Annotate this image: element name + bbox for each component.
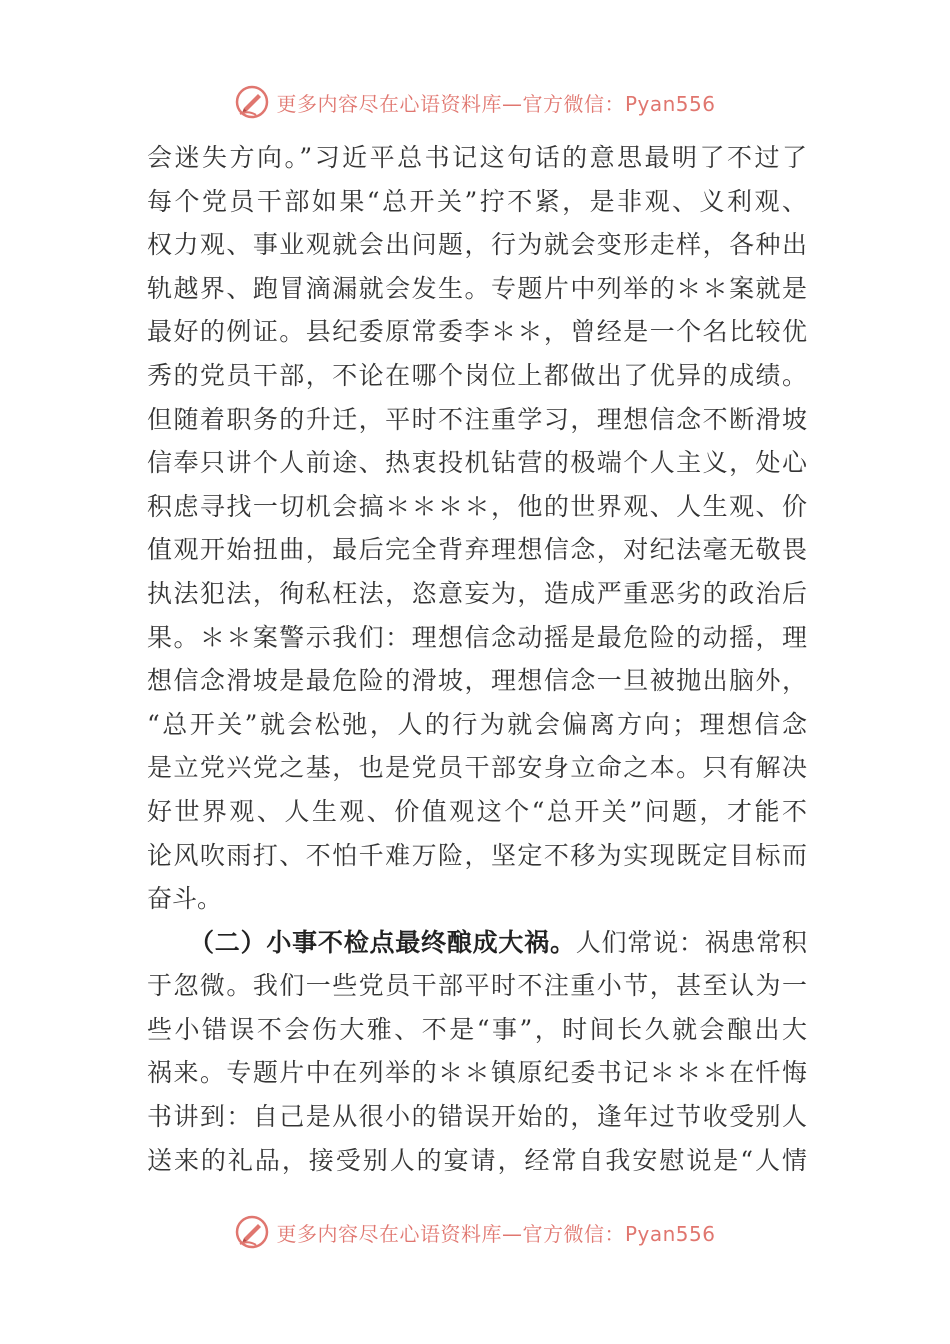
- body-line: 执法犯法，徇私枉法，恣意妄为，造成严重恶劣的政治后: [147, 578, 807, 608]
- body-line: 积虑寻找一切机会搞＊＊＊＊，他的世界观、人生观、价: [147, 491, 807, 521]
- section-line: 些小错误不会伤大雅、不是“事”，时间长久就会酿出大: [147, 1014, 807, 1044]
- section-line: 书讲到：自己是从很小的错误开始的，逢年过节收受别人: [147, 1102, 807, 1132]
- body-line: 最好的例证。县纪委原常委李＊＊，曾经是一个名比较优: [147, 317, 807, 347]
- body-line: 秀的党员干部，不论在哪个岗位上都做出了优异的成绩。: [147, 360, 807, 390]
- header-banner-text: 更多内容尽在心语资料库—官方微信：Pyan556: [276, 91, 716, 116]
- footer-banner-text: 更多内容尽在心语资料库—官方微信：Pyan556: [276, 1221, 716, 1246]
- body-line: 信奉只讲个人前途、热衷投机钻营的极端个人主义，处心: [147, 448, 807, 478]
- body-line: 会迷失方向。”习近平总书记这句话的意思最明了不过了: [147, 143, 807, 172]
- section-first-line: [147, 921, 807, 965]
- body-line: 论风吹雨打、不怕千难万险，坚定不移为实现既定目标而: [147, 840, 807, 870]
- body-line: 是立党兴党之基，也是党员干部安身立命之本。只有解决: [147, 753, 807, 783]
- body-line: 轨越界、跑冒滴漏就会发生。专题片中列举的＊＊案就是: [147, 273, 807, 303]
- section-line: 祸来。专题片中在列举的＊＊镇原纪委书记＊＊＊在忏悔: [147, 1058, 807, 1088]
- section-heading: （二）小事不检点最终酿成大祸。: [189, 927, 576, 957]
- body-line: 权力观、事业观就会出问题，行为就会变形走样，各种出: [147, 230, 807, 260]
- body-line: 每个党员干部如果“总开关”拧不紧，是非观、义利观、: [147, 186, 807, 216]
- body-line: 奋斗。: [147, 884, 223, 914]
- pen-seal-logo-icon: [234, 84, 270, 120]
- section-line: 于忽微。我们一些党员干部平时不注重小节，甚至认为一: [147, 971, 807, 1001]
- body-line: “总开关”就会松弛，人的行为就会偏离方向；理想信念: [147, 709, 807, 739]
- body-line: 值观开始扭曲，最后完全背弃理想信念，对纪法毫无敬畏: [147, 535, 807, 565]
- body-line: 但随着职务的升迁，平时不注重学习，理想信念不断滑坡: [147, 404, 807, 434]
- section-first-line-text: 人们常说：祸患常积: [575, 927, 807, 957]
- body-line: 想信念滑坡是最危险的滑坡，理想信念一旦被抛出脑外，: [147, 666, 807, 696]
- document-body: [147, 136, 807, 1182]
- header-banner: [0, 82, 950, 122]
- section-line: 送来的礼品，接受别人的宴请，经常自我安慰说是“人情: [147, 1145, 807, 1175]
- footer-banner: [0, 1212, 950, 1252]
- body-line: 好世界观、人生观、价值观这个“总开关”问题，才能不: [147, 796, 807, 826]
- body-line: 果。＊＊案警示我们：理想信念动摇是最危险的动摇，理: [147, 622, 807, 652]
- pen-seal-logo-icon: [234, 1214, 270, 1250]
